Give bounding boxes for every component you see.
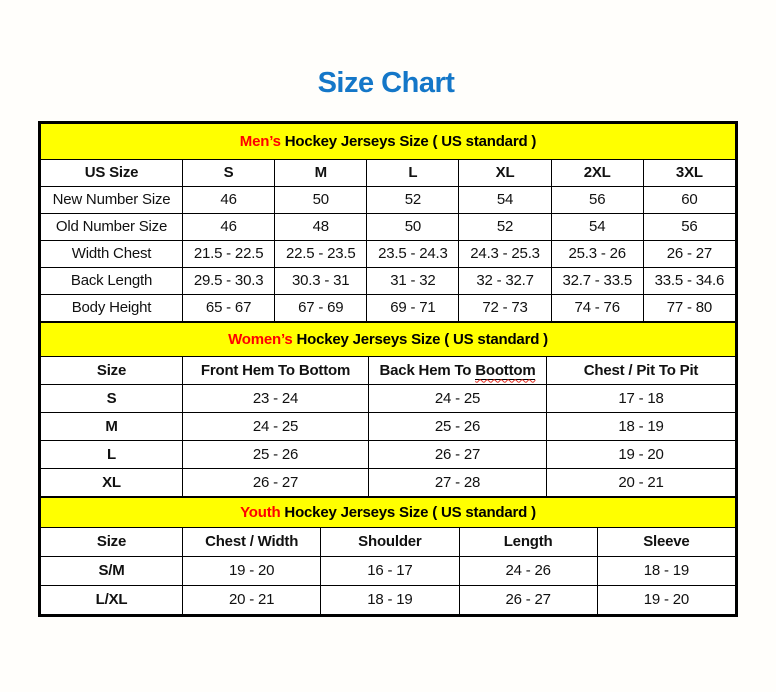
row-label-cell: L (41, 441, 183, 469)
spellcheck-squiggle (475, 362, 535, 380)
column-header-cell: M (275, 160, 367, 187)
row-label-cell: L/XL (41, 586, 183, 615)
size-value-cell: 21.5 - 22.5 (183, 241, 275, 268)
size-value-cell: 48 (275, 214, 367, 241)
mens-band-row (41, 124, 736, 160)
size-value-cell: 50 (367, 214, 459, 241)
size-value-cell: 26 - 27 (459, 586, 597, 615)
size-value-cell: 24.3 - 25.3 (459, 241, 551, 268)
size-value-cell: 56 (551, 187, 643, 214)
size-value-cell: 52 (459, 214, 551, 241)
table-row (41, 586, 736, 615)
youth-header-row (41, 528, 736, 557)
table-row (41, 268, 736, 295)
youth-band-row (41, 498, 736, 528)
column-header-cell: L (367, 160, 459, 187)
table-row (41, 241, 736, 268)
womens-band-rest: Hockey Jerseys Size ( US standard ) (292, 330, 548, 348)
mens-band-rest: Hockey Jerseys Size ( US standard ) (280, 132, 537, 150)
womens-header-row (41, 357, 736, 385)
size-value-cell: 19 - 20 (547, 441, 736, 469)
column-header-cell: Front Hem To Bottom (183, 357, 369, 385)
size-value-cell: 20 - 21 (547, 469, 736, 497)
size-value-cell: 67 - 69 (275, 295, 367, 322)
column-header-text: Back Hem To (379, 361, 476, 379)
table-row (41, 385, 736, 413)
size-value-cell: 50 (275, 187, 367, 214)
column-header-cell: 3XL (643, 160, 735, 187)
size-value-cell: 27 - 28 (369, 469, 547, 497)
youth-size-table (40, 497, 736, 615)
size-value-cell: 22.5 - 23.5 (275, 241, 367, 268)
size-value-cell: 60 (643, 187, 735, 214)
youth-band-rest: Hockey Jerseys Size ( US standard ) (280, 503, 536, 521)
row-label-cell: S (41, 385, 183, 413)
womens-band-row (41, 323, 736, 357)
mens-size-table (40, 123, 736, 322)
size-value-cell: 56 (643, 214, 735, 241)
size-value-cell: 24 - 25 (369, 385, 547, 413)
row-label-cell: Old Number Size (41, 214, 183, 241)
size-value-cell: 32 - 32.7 (459, 268, 551, 295)
table-row (41, 187, 736, 214)
size-value-cell: 19 - 20 (183, 557, 321, 586)
womens-band-title (41, 323, 736, 357)
column-header-cell: Shoulder (321, 528, 459, 557)
row-label-cell: Width Chest (41, 241, 183, 268)
size-value-cell: 26 - 27 (369, 441, 547, 469)
size-value-cell: 26 - 27 (183, 469, 369, 497)
size-value-cell: 29.5 - 30.3 (183, 268, 275, 295)
mens-band-title (41, 124, 736, 160)
mens-header-row (41, 160, 736, 187)
size-value-cell: 18 - 19 (321, 586, 459, 615)
size-value-cell: 54 (459, 187, 551, 214)
size-value-cell: 23.5 - 24.3 (367, 241, 459, 268)
row-label-cell: Back Length (41, 268, 183, 295)
size-value-cell: 33.5 - 34.6 (643, 268, 735, 295)
size-value-cell: 20 - 21 (183, 586, 321, 615)
womens-band-highlight: Women’s (228, 330, 293, 348)
size-value-cell: 77 - 80 (643, 295, 735, 322)
table-row (41, 557, 736, 586)
column-header-cell: Sleeve (597, 528, 735, 557)
size-value-cell: 23 - 24 (183, 385, 369, 413)
size-value-cell: 74 - 76 (551, 295, 643, 322)
misspelled-word: Boottom (475, 361, 536, 379)
column-header-cell: Chest / Width (183, 528, 321, 557)
column-header-cell: US Size (41, 160, 183, 187)
row-label-cell: New Number Size (41, 187, 183, 214)
row-label-cell: Body Height (41, 295, 183, 322)
mens-band-highlight: Men’s (239, 132, 281, 150)
size-value-cell: 24 - 25 (183, 413, 369, 441)
size-value-cell: 65 - 67 (183, 295, 275, 322)
size-value-cell: 19 - 20 (597, 586, 735, 615)
size-tables-block (38, 121, 738, 617)
table-row (41, 441, 736, 469)
size-value-cell: 18 - 19 (547, 413, 736, 441)
size-value-cell: 18 - 19 (597, 557, 735, 586)
column-header-cell: 2XL (551, 160, 643, 187)
table-row (41, 214, 736, 241)
youth-band-highlight: Youth (240, 503, 281, 521)
column-header-cell (369, 357, 547, 385)
column-header-cell: XL (459, 160, 551, 187)
size-value-cell: 25 - 26 (369, 413, 547, 441)
womens-size-table (40, 322, 736, 497)
size-value-cell: 46 (183, 187, 275, 214)
size-value-cell: 46 (183, 214, 275, 241)
size-value-cell: 25 - 26 (183, 441, 369, 469)
youth-band-title (41, 498, 736, 528)
table-row (41, 413, 736, 441)
row-label-cell: S/M (41, 557, 183, 586)
size-value-cell: 24 - 26 (459, 557, 597, 586)
column-header-cell: Chest / Pit To Pit (547, 357, 736, 385)
column-header-cell: Length (459, 528, 597, 557)
size-value-cell: 26 - 27 (643, 241, 735, 268)
size-value-cell: 17 - 18 (547, 385, 736, 413)
column-header-cell: Size (41, 357, 183, 385)
page-title: Size Chart (317, 67, 455, 99)
column-header-cell: S (183, 160, 275, 187)
size-value-cell: 25.3 - 26 (551, 241, 643, 268)
table-row (41, 469, 736, 497)
row-label-cell: XL (41, 469, 183, 497)
size-value-cell: 54 (551, 214, 643, 241)
column-header-cell: Size (41, 528, 183, 557)
size-value-cell: 30.3 - 31 (275, 268, 367, 295)
size-value-cell: 52 (367, 187, 459, 214)
size-value-cell: 16 - 17 (321, 557, 459, 586)
table-row (41, 295, 736, 322)
size-value-cell: 69 - 71 (367, 295, 459, 322)
size-value-cell: 32.7 - 33.5 (551, 268, 643, 295)
row-label-cell: M (41, 413, 183, 441)
size-value-cell: 31 - 32 (367, 268, 459, 295)
size-value-cell: 72 - 73 (459, 295, 551, 322)
